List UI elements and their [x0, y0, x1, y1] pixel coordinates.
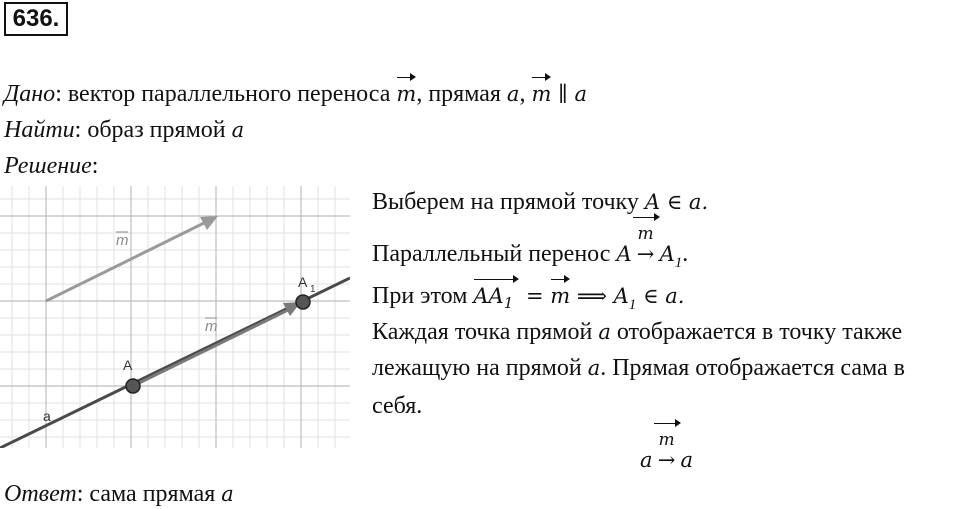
final-mapping	[640, 430, 694, 474]
vector-AA1	[133, 302, 301, 386]
label-A: A	[123, 357, 133, 373]
point-A	[126, 379, 140, 393]
step-3-in: ∈ a.	[636, 284, 685, 308]
parallel-symbol: ∥	[551, 82, 575, 106]
step-4-line-1-b: отображается в точку также	[610, 319, 903, 345]
fine-grid	[0, 186, 350, 448]
step-4-line-1	[372, 318, 902, 346]
step-1-math: A ∈ a.	[644, 190, 709, 214]
vector-m-symbol: m	[396, 82, 417, 106]
given-text-3: ,	[519, 81, 532, 107]
mapping-arrow-m: m	[632, 220, 660, 248]
vector-AA1-sub: 1	[503, 294, 514, 313]
vector-AA1-letters: AA	[473, 284, 504, 308]
answer-line-a: a	[221, 482, 234, 506]
answer-text: : сама прямая	[76, 481, 222, 507]
final-arrow: m →	[653, 446, 681, 474]
translation-figure	[0, 186, 350, 448]
step-3-m: m	[550, 284, 571, 308]
top-vector-label: m	[116, 232, 129, 249]
step-2-A1: A	[659, 242, 675, 266]
label-A1-sub: 1	[310, 284, 316, 295]
step-3-impl: ⟹	[570, 284, 614, 308]
point-A1	[296, 295, 310, 309]
label-A1: A	[298, 274, 308, 290]
given-line	[4, 80, 587, 108]
given-text-2: , прямая	[416, 81, 507, 107]
find-label: Найти	[4, 117, 75, 143]
step-3	[372, 282, 684, 319]
step-4-line-3	[372, 392, 422, 420]
find-line-a: a	[231, 118, 245, 142]
step-1-text: Выберем на прямой точку	[372, 189, 645, 215]
line-a-symbol: a	[506, 82, 520, 106]
step-3-sub2: 1	[628, 296, 637, 313]
final-a2: a	[680, 448, 694, 472]
step-4-line-3-text: себя.	[372, 393, 423, 419]
given-label: Дано	[4, 81, 56, 107]
step-3-text: При этом	[372, 283, 474, 309]
solution-colon: :	[91, 153, 99, 179]
find-line	[4, 116, 244, 144]
solution-label: Решение	[4, 153, 92, 179]
step-4-line-1-a: Каждая точка прямой	[372, 319, 599, 345]
final-arrow-m: m	[653, 426, 681, 454]
find-text: : образ прямой	[74, 117, 232, 143]
major-grid	[0, 186, 350, 448]
answer-line	[4, 480, 234, 508]
vector-AA1-symbol	[473, 282, 519, 317]
step-2-text: Параллельный перенос	[372, 241, 617, 267]
step-3-A1: A	[613, 284, 629, 308]
label-a: a	[43, 408, 51, 424]
step-2-end: .	[682, 241, 689, 267]
solution-heading	[4, 152, 98, 180]
line-a-symbol-2: a	[574, 82, 587, 106]
step-1	[372, 188, 708, 216]
answer-label: Ответ	[4, 481, 77, 507]
mapping-arrow: m →	[632, 240, 660, 268]
vector-m-symbol-2: m	[531, 82, 552, 106]
top-vector-m	[46, 216, 218, 301]
given-text-1: : вектор параллельного переноса	[55, 81, 397, 107]
step-4-line-2	[372, 354, 905, 382]
final-a: a	[640, 448, 653, 472]
step-2-sub: 1	[674, 254, 683, 271]
step-4-line-2-math: a	[587, 356, 601, 380]
problem-number: 636.	[4, 2, 68, 36]
bottom-vector-label: m	[205, 318, 218, 335]
step-4-line-2-a: лежащую на прямой	[372, 355, 588, 381]
step-2	[372, 224, 689, 277]
step-3-eq: =	[519, 284, 551, 308]
step-4-line-2-b: . Прямая отображается сама в	[600, 355, 905, 381]
step-4-line-1-math: a	[598, 320, 611, 344]
step-2-A: A	[616, 242, 632, 266]
